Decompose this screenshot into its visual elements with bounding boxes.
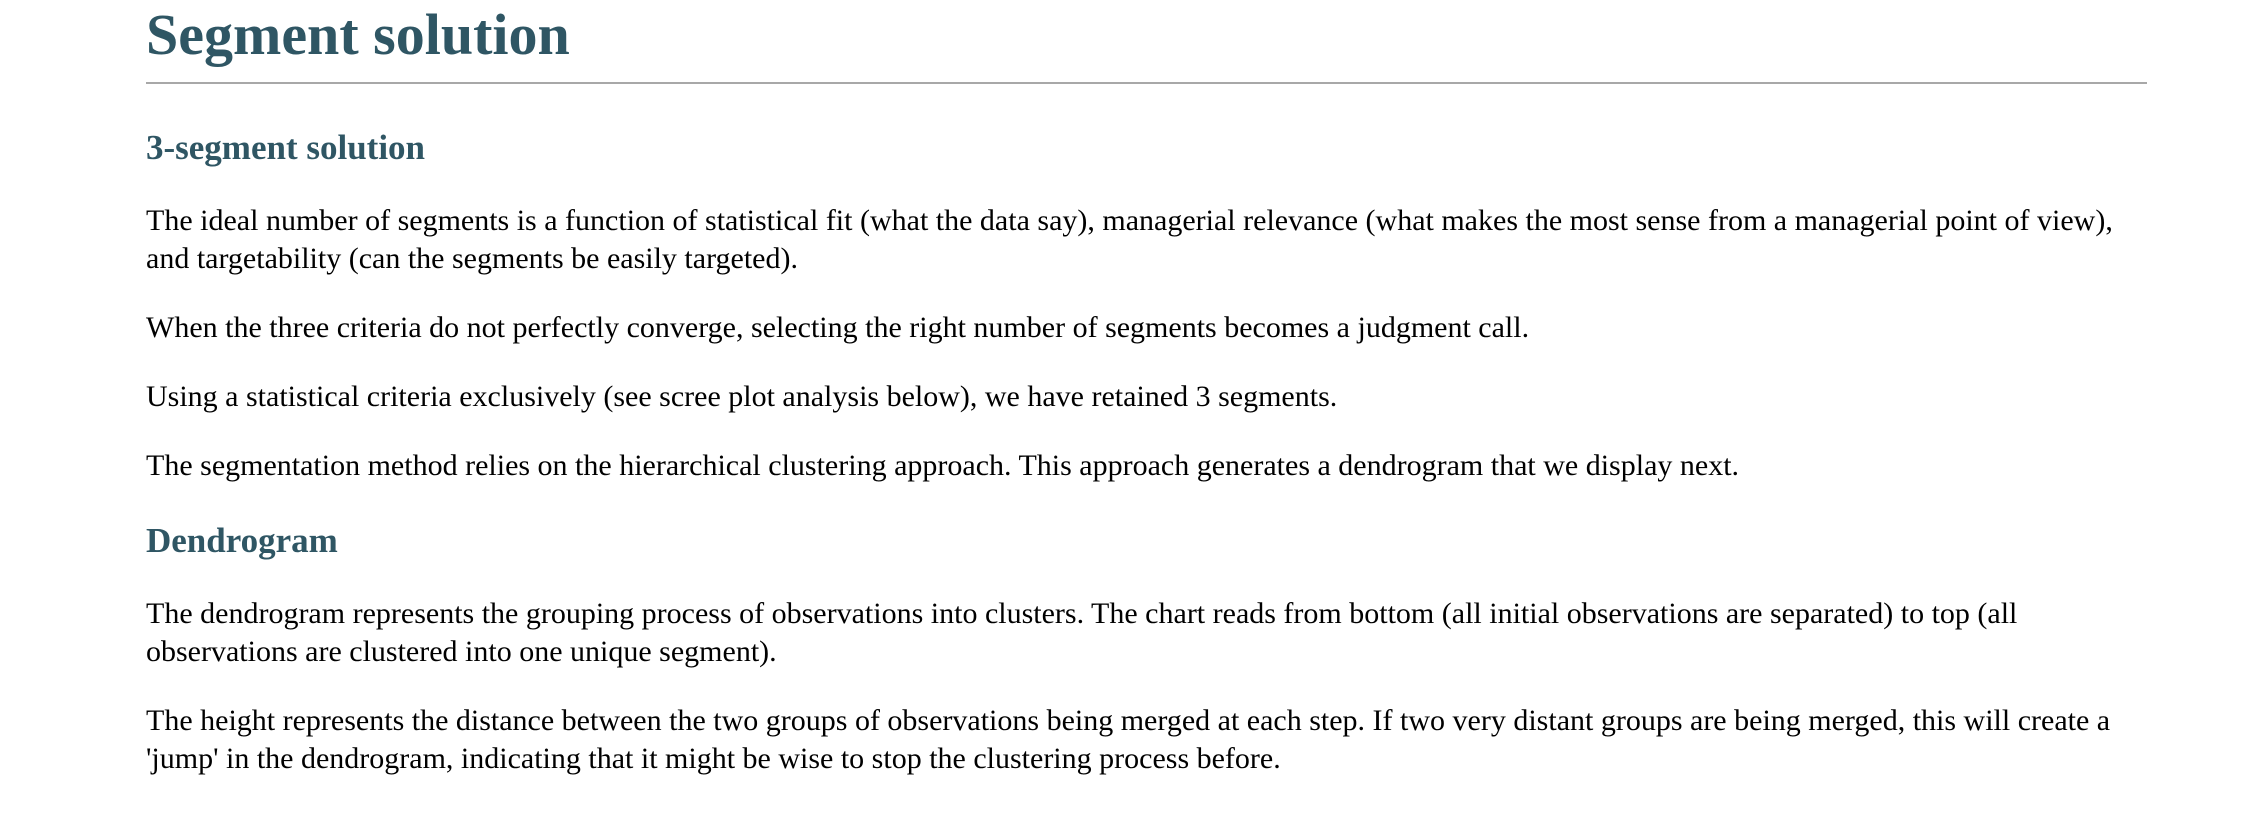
paragraph: Using a statistical criteria exclusively (see scree plot analysis below), we have retained 3 segments. bbox=[146, 380, 1338, 413]
paragraph: The height represents the distance between the two groups of observations being merged at each step. If two very distant groups are being merged, this will create a 'jump' in the dendrogram, indicating that it might be wise to stop the clustering process before. bbox=[146, 704, 2111, 775]
document-content bbox=[146, 0, 2147, 778]
paragraph: The segmentation method relies on the hierarchical clustering approach. This approach generates a dendrogram that we display next. bbox=[146, 449, 1740, 482]
page-title: Segment solution bbox=[146, 2, 570, 67]
section-heading-dendrogram: Dendrogram bbox=[146, 521, 338, 560]
paragraph: The ideal number of segments is a function of statistical fit (what the data say), managerial relevance (what makes the most sense from a managerial point of view), and targetability (can the segments be easily targeted). bbox=[146, 204, 2113, 275]
title-divider bbox=[146, 82, 2147, 84]
section-heading-3-segment-solution: 3-segment solution bbox=[146, 128, 426, 167]
paragraph: The dendrogram represents the grouping process of observations into clusters. The chart reads from bottom (all initial observations are separated) to top (all observations are clustered into one unique segment). bbox=[146, 597, 2018, 668]
paragraph: When the three criteria do not perfectly converge, selecting the right number of segments becomes a judgment call. bbox=[146, 311, 1530, 344]
